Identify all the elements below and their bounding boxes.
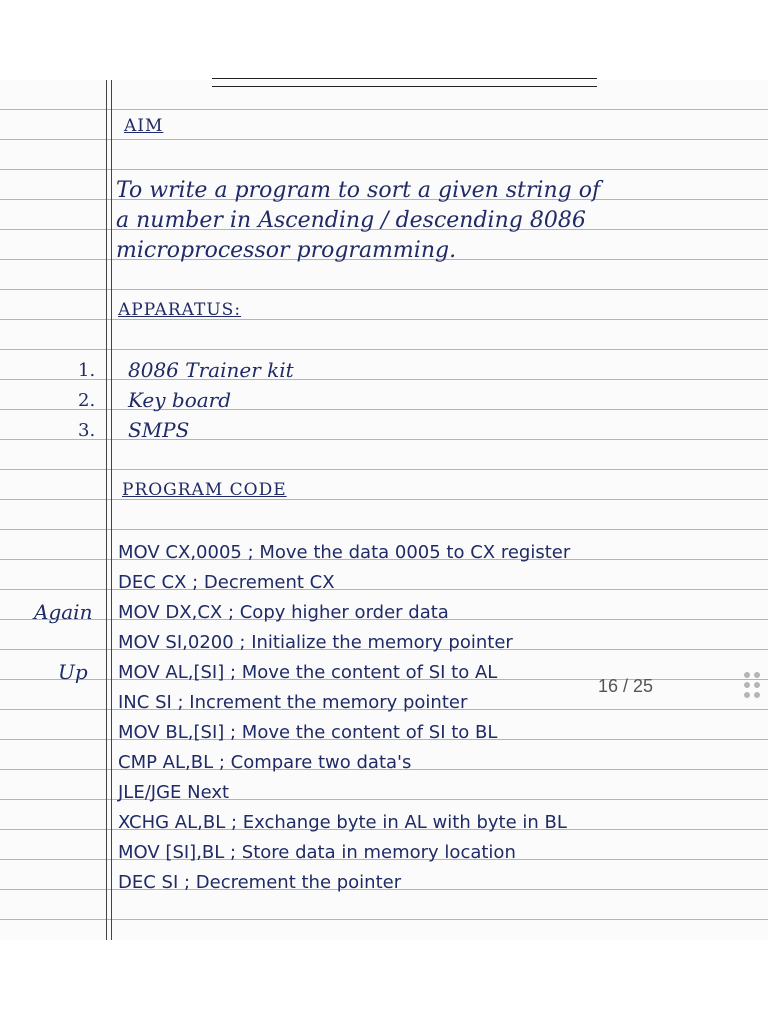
aim-line: To write a program to sort a given string of [116, 178, 601, 203]
code-line: MOV AL,[SI] ; Move the content of SI to AL [118, 662, 498, 683]
code-label: Again [34, 600, 93, 624]
apparatus-item: SMPS [128, 418, 190, 442]
apparatus-item: Key board [128, 388, 232, 412]
aim-heading: AIM [124, 116, 164, 136]
margin-line [106, 80, 107, 940]
code-line: DEC SI ; Decrement the pointer [118, 872, 402, 893]
apparatus-item-number: 1. [78, 360, 96, 381]
code-line: MOV DX,CX ; Copy higher order data [118, 602, 449, 623]
margin-line [111, 80, 112, 940]
code-line: XCHG AL,BL ; Exchange byte in AL with byte in BL [118, 812, 567, 833]
top-rule [212, 78, 597, 79]
code-line: MOV SI,0200 ; Initialize the memory pointer [118, 632, 513, 653]
code-line: JLE/JGE Next [118, 782, 230, 803]
aim-line: a number in Ascending / descending 8086 [116, 208, 586, 233]
code-line: MOV CX,0005 ; Move the data 0005 to CX register [118, 542, 571, 563]
code-line: INC SI ; Increment the memory pointer [118, 692, 468, 713]
page-indicator: 16 / 25 [598, 676, 654, 696]
code-line: MOV [SI],BL ; Store data in memory location [118, 842, 516, 863]
aim-line: microprocessor programming. [116, 238, 457, 263]
apparatus-item-number: 2. [78, 390, 96, 411]
code-line: MOV BL,[SI] ; Move the content of SI to BL [118, 722, 498, 743]
apparatus-item-number: 3. [78, 420, 96, 441]
program-heading: PROGRAM CODE [122, 480, 287, 500]
code-line: DEC CX ; Decrement CX [118, 572, 335, 593]
code-line: CMP AL,BL ; Compare two data's [118, 752, 412, 773]
drag-handle-icon[interactable] [744, 672, 764, 702]
apparatus-heading: APPARATUS: [118, 300, 242, 320]
code-label: Up [58, 660, 88, 684]
apparatus-item: 8086 Trainer kit [128, 358, 294, 382]
top-rule [212, 86, 597, 87]
